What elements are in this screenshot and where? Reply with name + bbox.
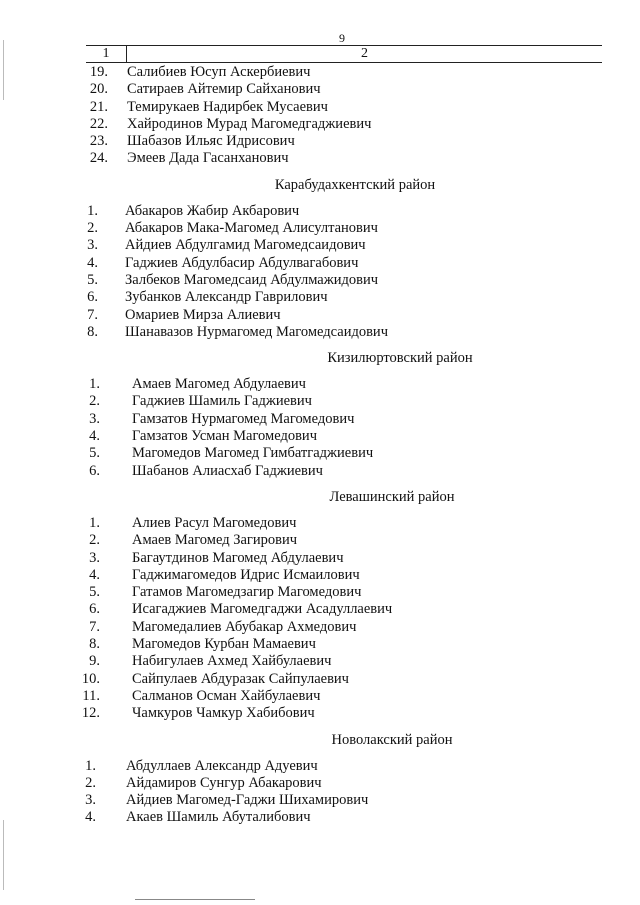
list-item-number: 7.	[87, 306, 98, 323]
list-item	[0, 463, 640, 480]
list-item-name: Абдуллаев Александр Адуевич	[126, 757, 318, 774]
list-item-name: Багаутдинов Магомед Абдулаевич	[132, 549, 344, 566]
list-item-name: Салибиев Юсуп Аскербиевич	[127, 64, 311, 80]
list-item-number: 2.	[89, 532, 100, 549]
list-item	[0, 758, 640, 775]
list-item-number: 6.	[89, 462, 100, 479]
district-section	[0, 64, 640, 168]
district-heading: Кизилюртовский район	[327, 350, 473, 367]
list-item-name: Абакаров Мака-Магомед Алисултанович	[125, 220, 378, 237]
list-item-number: 6.	[89, 601, 100, 618]
list-item-number: 22.	[89, 115, 108, 132]
list-item	[0, 324, 640, 341]
list-item	[0, 653, 640, 670]
list-item-name: Гатамов Магомедзагир Магомедович	[132, 584, 362, 601]
list-item-number: 3.	[87, 237, 98, 254]
list-item-name: Залбеков Магомедсаид Абдулмажидович	[125, 271, 379, 288]
list-item-number: 2.	[85, 774, 96, 791]
list-item	[0, 601, 640, 618]
district-heading: Левашинский район	[329, 488, 455, 505]
list-item-name: Чамкуров Чамкур Хабибович	[132, 705, 315, 722]
list-item-number: 3.	[89, 549, 100, 566]
list-item-number: 11.	[82, 687, 100, 704]
district-heading: Новолакский район	[331, 731, 453, 748]
list-item-number: 4.	[87, 254, 98, 271]
list-item	[0, 515, 640, 532]
list-item-name: Гамзатов Усман Магомедович	[132, 428, 317, 445]
list-item-number: 19.	[89, 64, 108, 80]
list-item-number: 24.	[89, 150, 108, 167]
list-item	[0, 255, 640, 272]
list-item	[0, 550, 640, 567]
list-item-number: 23.	[89, 133, 108, 150]
district-section	[0, 168, 640, 341]
list-item	[0, 81, 640, 98]
list-item	[0, 428, 640, 445]
list-item-name: Зубанков Александр Гаврилович	[125, 289, 328, 306]
list-item-name: Гаджиев Шамиль Гаджиевич	[132, 393, 312, 410]
list-item-name: Акаев Шамиль Абуталибович	[126, 809, 311, 826]
list-item	[0, 376, 640, 393]
list-item-number: 9.	[89, 653, 100, 670]
list-item	[0, 237, 640, 254]
list-item-number: 4.	[89, 566, 100, 583]
list-item-name: Исагаджиев Магомедгаджи Асадуллаевич	[132, 601, 393, 618]
list-item-name: Гаджимагомедов Идрис Исмаилович	[132, 566, 360, 583]
name-list	[0, 64, 640, 827]
list-item-number: 1.	[89, 376, 100, 393]
list-item-number: 20.	[89, 81, 108, 98]
list-item-name: Гаджиев Абдулбасир Абдулвагабович	[125, 254, 359, 271]
list-item-number: 2.	[87, 220, 98, 237]
list-item-name: Сатираев Айтемир Сайханович	[127, 81, 321, 98]
list-item-name: Амаев Магомед Абдулаевич	[132, 376, 306, 393]
list-item	[0, 64, 640, 81]
list-item-number: 12.	[81, 705, 100, 722]
list-item-number: 5.	[89, 584, 100, 601]
list-item-name: Магомедов Курбан Мамаевич	[132, 636, 316, 653]
list-item-number: 4.	[89, 428, 100, 445]
list-item-name: Хайродинов Мурад Магомедгаджиевич	[127, 115, 372, 132]
list-item-number: 3.	[89, 410, 100, 427]
table-header-col2: 2	[361, 46, 368, 61]
list-item	[0, 220, 640, 237]
list-item-number: 2.	[89, 393, 100, 410]
list-item-number: 1.	[89, 514, 100, 531]
list-item-name: Абакаров Жабир Акбарович	[125, 202, 300, 219]
list-item	[0, 150, 640, 167]
list-item-name: Амаев Магомед Загирович	[132, 532, 298, 549]
list-item-name: Айдиев Абдулгамид Магомедсаидович	[125, 237, 366, 254]
list-item-number: 8.	[89, 636, 100, 653]
list-item	[0, 203, 640, 220]
scan-margin-mark	[3, 820, 4, 890]
list-item	[0, 636, 640, 653]
list-item-name: Темирукаев Надирбек Мусаевич	[127, 98, 328, 115]
list-item-name: Шабанов Алиасхаб Гаджиевич	[132, 462, 323, 479]
list-item-name: Эмеев Дада Гасанханович	[127, 150, 289, 167]
district-section	[0, 480, 640, 723]
list-item	[0, 671, 640, 688]
list-item-name: Магомедов Магомед Гимбатгаджиевич	[132, 445, 374, 462]
list-item	[0, 99, 640, 116]
list-item	[0, 411, 640, 428]
district-heading: Карабудахкентский район	[274, 176, 436, 193]
list-item-name: Омариев Мирза Алиевич	[125, 306, 281, 323]
list-item-name: Магомедалиев Абубакар Ахмедович	[132, 618, 357, 635]
list-item	[0, 775, 640, 792]
list-item-number: 3.	[85, 792, 96, 809]
list-item-number: 5.	[87, 271, 98, 288]
list-item-number: 21.	[89, 98, 108, 115]
bottom-rule	[135, 899, 255, 900]
list-item	[0, 532, 640, 549]
list-item-name: Гамзатов Нурмагомед Магомедович	[132, 410, 355, 427]
list-item-number: 10.	[81, 670, 100, 687]
list-item	[0, 133, 640, 150]
list-item-number: 8.	[87, 323, 98, 340]
list-item-name: Айдиев Магомед-Гаджи Шихамирович	[126, 792, 369, 809]
table-header	[86, 45, 602, 63]
list-item	[0, 393, 640, 410]
list-item	[0, 584, 640, 601]
list-item-name: Шабазов Ильяс Идрисович	[127, 133, 295, 150]
list-item-name: Набигулаев Ахмед Хайбулаевич	[132, 653, 332, 670]
list-item-number: 4.	[85, 809, 96, 826]
list-item	[0, 688, 640, 705]
list-item	[0, 619, 640, 636]
list-item-name: Алиев Расул Магомедович	[132, 514, 297, 531]
list-item	[0, 116, 640, 133]
list-item-name: Салманов Осман Хайбулаевич	[132, 687, 321, 704]
list-item-name: Шанавазов Нурмагомед Магомедсаидович	[125, 323, 388, 340]
list-item	[0, 809, 640, 826]
list-item-number: 1.	[87, 202, 98, 219]
list-item-number: 5.	[89, 445, 100, 462]
list-item-number: 6.	[87, 289, 98, 306]
list-item	[0, 705, 640, 722]
list-item-name: Сайпулаев Абдуразак Сайпулаевич	[132, 670, 349, 687]
page-number: 9	[339, 31, 345, 45]
list-item	[0, 289, 640, 306]
list-item-name: Айдамиров Сунгур Абакарович	[126, 774, 322, 791]
list-item	[0, 307, 640, 324]
list-item	[0, 445, 640, 462]
list-item	[0, 567, 640, 584]
district-section	[0, 341, 640, 480]
list-item-number: 7.	[89, 618, 100, 635]
list-item	[0, 792, 640, 809]
district-section	[0, 723, 640, 827]
list-item-number: 1.	[85, 757, 96, 774]
list-item	[0, 272, 640, 289]
table-header-col1: 1	[86, 46, 127, 62]
